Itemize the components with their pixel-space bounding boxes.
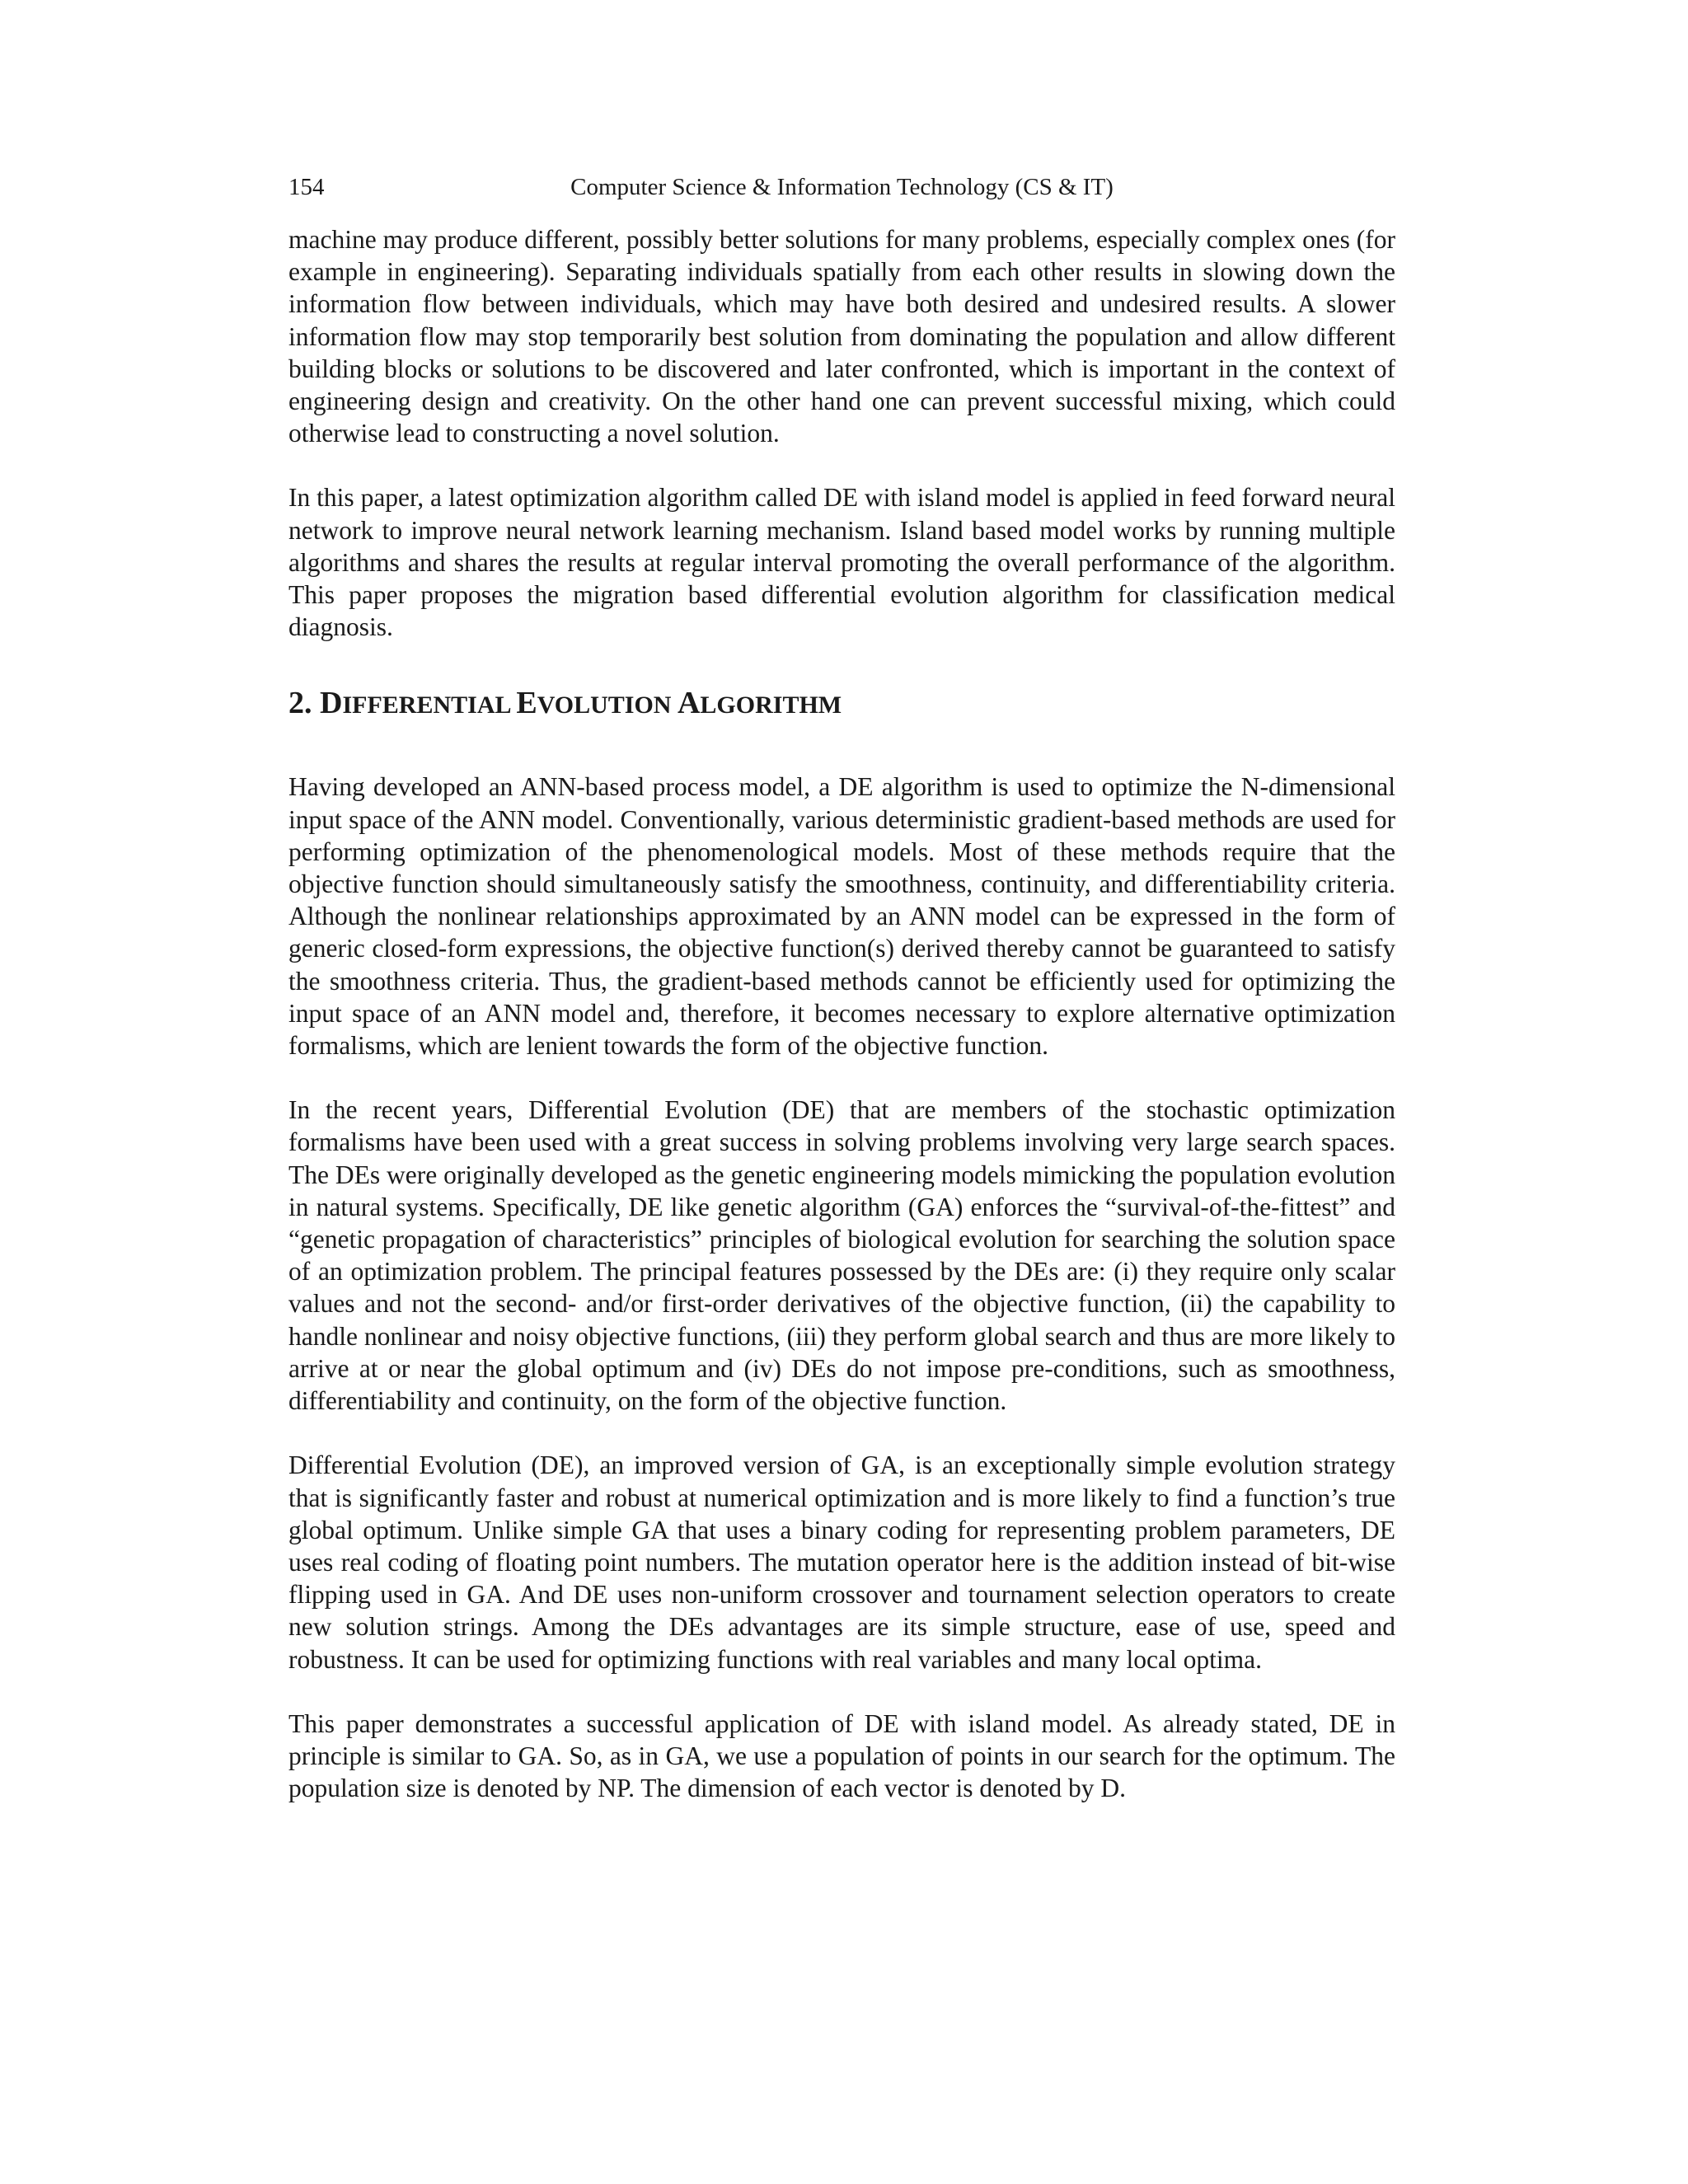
paragraph-6: This paper demonstrates a successful application of DE with island model. As already stated, DE in principle is similar to GA. So, as in GA, we use a population of points in our search for the optimum. The population size is denoted by NP. The dimension of each vector is denoted by D. <box>288 1708 1395 1803</box>
running-header <box>288 169 1395 205</box>
page-number: 154 <box>288 174 325 200</box>
section-heading <box>288 684 1395 724</box>
section-title-part: E <box>516 686 537 721</box>
paragraph-2: In this paper, a latest optimization algorithm called DE with island model is applied in feed forward neural network to improve neural network learning mechanism. Island based model works by running multiple algorithms and shares the results at regular interval promoting the overall performance of the algorithm. This paper proposes the migration based differential evolution algorithm for classification medical diagnosis. <box>288 483 1395 642</box>
section-title-part: A <box>677 686 701 721</box>
section-title-part: IFFERENTIAL <box>342 691 517 719</box>
section-number: 2. <box>288 686 312 721</box>
paragraph-3: Having developed an ANN-based process model, a DE algorithm is used to optimize the N-dimensional input space of the ANN model. Conventionally, various deterministic gradient-based methods are used for performing optimization of the phenomenological models. Most of these methods require that the objective function should simultaneously satisfy the smoothness, continuity, and differentiability criteria. Although the nonlinear relationships approximated by an ANN model can be expressed in the form of generic closed-form expressions, the objective function(s) derived thereby cannot be guaranteed to satisfy the smoothness criteria. Thus, the gradient-based methods cannot be efficiently used for optimizing the input space of an ANN model and, therefore, it becomes necessary to explore alternative optimization formalisms, which are lenient towards the form of the objective function. <box>288 772 1395 1061</box>
section-title-part: D <box>320 686 343 721</box>
journal-title: Computer Science & Information Technology (CS & IT) <box>570 174 1114 200</box>
paragraph-1: machine may produce different, possibly better solutions for many problems, especially complex ones (for example in engineering). Separating individuals spatially from each other results in slowing down the information flow between individuals, which may have both desired and undesired results. A slower information flow may stop temporarily best solution from dominating the population and allow different building blocks or solutions to be discovered and later confronted, which is important in the context of engineering design and creativity. On the other hand one can prevent successful mixing, which could otherwise lead to constructing a novel solution. <box>288 225 1395 448</box>
section-title-part: VOLUTION <box>537 691 678 719</box>
paragraph-4: In the recent years, Differential Evolution (DE) that are members of the stochastic optimization formalisms have been used with a great success in solving problems involving very large search spaces. The DEs were originally developed as the genetic engineering models mimicking the population evolution in natural systems. Specifically, DE like genetic algorithm (GA) enforces the “survival-of-the-fittest” and “genetic propagation of characteristics” principles of biological evolution for searching the solution space of an optimization problem. The principal features possessed by the DEs are: (i) they require only scalar values and not the second- and/or first-order derivatives of the objective function, (ii) the capability to handle nonlinear and noisy objective functions, (iii) they perform global search and thus are more likely to arrive at or near the global optimum and (iv) DEs do not impose pre-conditions, such as smoothness, differentiability and continuity, on the form of the objective function. <box>288 1095 1395 1416</box>
paragraph-5: Differential Evolution (DE), an improved version of GA, is an exceptionally simple evolution strategy that is significantly faster and robust at numerical optimization and is more likely to find a function’s true global optimum. Unlike simple GA that uses a binary coding for representing problem parameters, DE uses real coding of floating point numbers. The mutation operator here is the addition instead of bit-wise flipping used in GA. And DE uses non-uniform crossover and tournament selection operators to create new solution strings. Among the DEs advantages are its simple structure, ease of use, speed and robustness. It can be used for optimizing functions with real variables and many local optima. <box>288 1451 1395 1674</box>
section-title-part: LGORITHM <box>700 691 842 719</box>
page <box>288 169 1395 1804</box>
